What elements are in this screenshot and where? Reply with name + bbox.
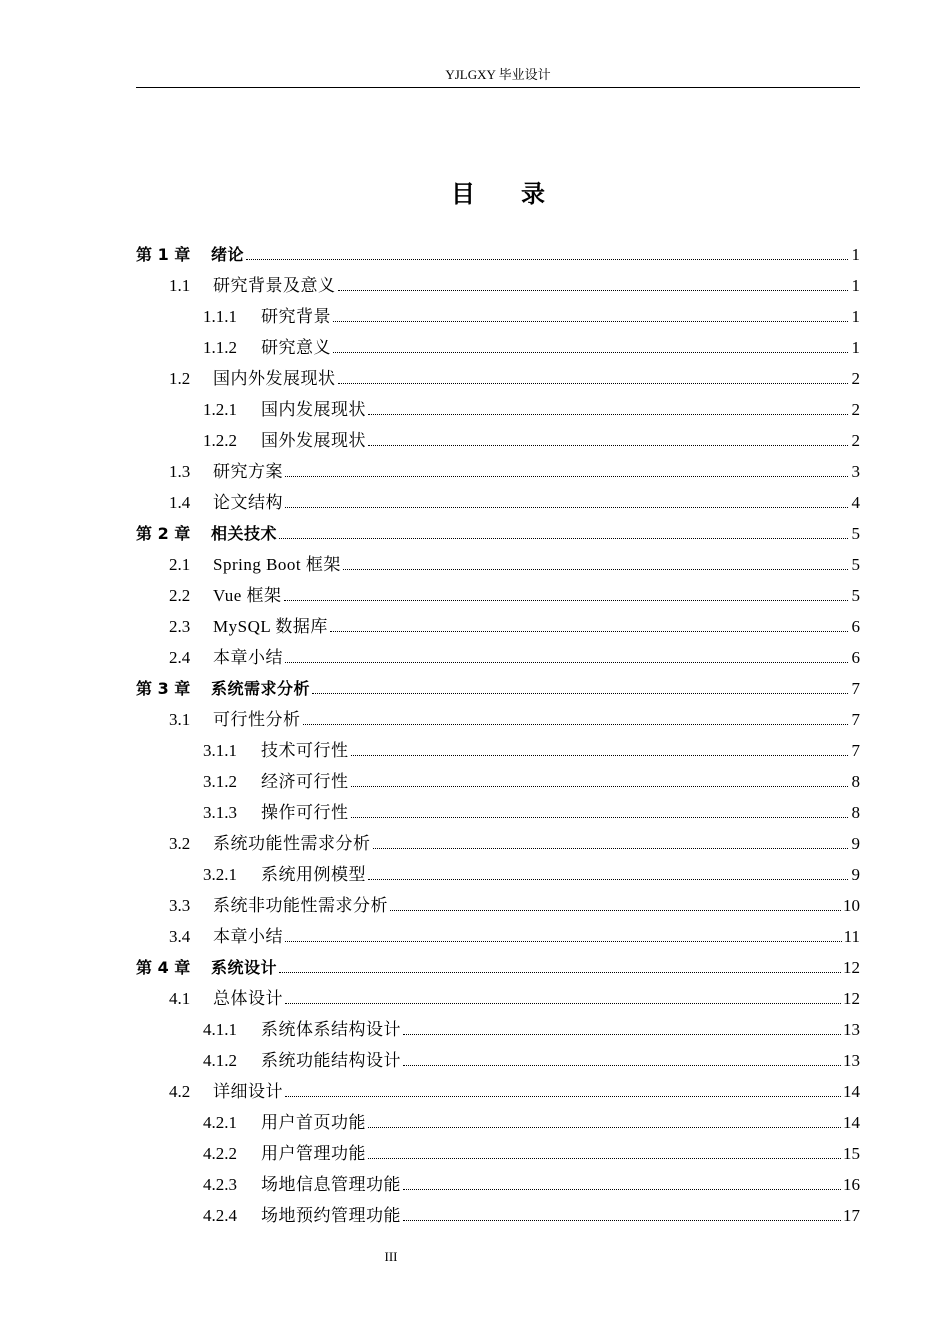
toc-entry-page: 6 — [851, 648, 860, 667]
toc-entry-title: 国内外发展现状 — [213, 369, 336, 388]
toc-dot-leader — [373, 848, 849, 849]
toc-entry-page: 7 — [851, 710, 860, 729]
toc-entry-level-2[interactable] — [136, 363, 860, 394]
toc-entry-level-2[interactable] — [136, 642, 860, 673]
toc-dot-leader — [312, 693, 848, 694]
toc-entry-number: 4.2.4 — [203, 1206, 237, 1225]
toc-entry-title: 研究背景 — [261, 307, 331, 326]
toc-entry-page: 5 — [851, 524, 860, 543]
toc-entry-title: Spring Boot 框架 — [213, 555, 341, 574]
toc-entry-level-3[interactable] — [136, 735, 860, 766]
toc-entry-page: 5 — [851, 555, 860, 574]
toc-entry-level-2[interactable] — [136, 270, 860, 301]
toc-entry-page: 5 — [851, 586, 860, 605]
toc-entry-page: 9 — [851, 865, 860, 884]
toc-entry-page: 2 — [851, 369, 860, 388]
toc-entry-number: 1.3 — [169, 462, 191, 481]
toc-heading-char-1: 目 — [451, 180, 475, 208]
toc-entry-page: 2 — [851, 400, 860, 419]
toc-entry-level-2[interactable] — [136, 1076, 860, 1107]
toc-entry-level-3[interactable] — [136, 394, 860, 425]
toc-entry-title: 论文结构 — [213, 493, 283, 512]
toc-dot-leader — [285, 662, 848, 663]
toc-entry-page: 9 — [851, 834, 860, 853]
toc-entry-title: 操作可行性 — [261, 803, 349, 822]
toc-dot-leader — [403, 1065, 841, 1066]
toc-entry-number: 4.2 — [169, 1082, 191, 1101]
toc-dot-leader — [284, 600, 848, 601]
toc-dot-leader — [403, 1034, 841, 1035]
toc-entry-number: 3.1.1 — [203, 741, 237, 760]
toc-entry-number: 第 4 章 — [136, 958, 191, 977]
toc-entry-level-3[interactable] — [136, 301, 860, 332]
toc-entry-title: 系统设计 — [211, 958, 278, 977]
toc-entry-level-2[interactable] — [136, 890, 860, 921]
toc-entry-number: 2.4 — [169, 648, 191, 667]
toc-entry-page: 1 — [851, 338, 860, 357]
toc-dot-leader — [338, 290, 849, 291]
toc-entry-level-2[interactable] — [136, 580, 860, 611]
toc-entry-level-2[interactable] — [136, 611, 860, 642]
toc-entry-page: 12 — [843, 958, 860, 977]
toc-entry-level-3[interactable] — [136, 1169, 860, 1200]
toc-entry-title: 可行性分析 — [213, 710, 301, 729]
toc-heading-char-2: 录 — [521, 180, 545, 208]
toc-entry-title: 研究方案 — [213, 462, 283, 481]
toc-entry-number: 第 1 章 — [136, 245, 191, 264]
toc-entry-level-3[interactable] — [136, 1107, 860, 1138]
toc-entry-level-1[interactable] — [136, 952, 860, 983]
toc-entry-number: 2.1 — [169, 555, 191, 574]
toc-entry-level-3[interactable] — [136, 425, 860, 456]
toc-entry-page: 1 — [851, 307, 860, 326]
toc-dot-leader — [351, 817, 849, 818]
toc-entry-number: 第 3 章 — [136, 679, 191, 698]
toc-entry-number: 1.2 — [169, 369, 191, 388]
toc-entry-page: 8 — [851, 772, 860, 791]
toc-dot-leader — [343, 569, 848, 570]
page-header: YJLGXY 毕业设计 — [445, 67, 551, 82]
toc-entry-number: 1.4 — [169, 493, 191, 512]
toc-entry-title: 绪论 — [211, 245, 245, 264]
toc-dot-leader — [285, 1096, 841, 1097]
toc-entry-number: 4.2.2 — [203, 1144, 237, 1163]
toc-entry-title: Vue 框架 — [213, 586, 282, 605]
toc-entry-level-3[interactable] — [136, 1200, 860, 1231]
toc-entry-level-1[interactable] — [136, 518, 860, 549]
toc-entry-page: 14 — [843, 1113, 860, 1132]
toc-entry-page: 4 — [851, 493, 860, 512]
toc-dot-leader — [333, 321, 848, 322]
toc-entry-title: 场地预约管理功能 — [261, 1206, 401, 1225]
toc-heading — [136, 178, 860, 210]
toc-dot-leader — [285, 507, 848, 508]
toc-dot-leader — [330, 631, 848, 632]
toc-dot-leader — [303, 724, 849, 725]
toc-entry-level-3[interactable] — [136, 1138, 860, 1169]
toc-entry-title: 相关技术 — [211, 524, 278, 543]
toc-entry-level-2[interactable] — [136, 549, 860, 580]
toc-dot-leader — [368, 879, 848, 880]
toc-entry-title: 场地信息管理功能 — [261, 1175, 401, 1194]
toc-dot-leader — [338, 383, 849, 384]
toc-entry-page: 8 — [851, 803, 860, 822]
toc-entry-title: 国内发展现状 — [261, 400, 366, 419]
toc-entry-title: 系统功能性需求分析 — [213, 834, 371, 853]
toc-entry-page: 1 — [851, 276, 860, 295]
toc-entry-number: 1.1.2 — [203, 338, 237, 357]
toc-dot-leader — [285, 476, 848, 477]
toc-dot-leader — [351, 786, 849, 787]
toc-dot-leader — [333, 352, 848, 353]
toc-entry-level-3[interactable] — [136, 797, 860, 828]
toc-entry-level-1[interactable] — [136, 239, 860, 270]
toc-entry-number: 1.2.1 — [203, 400, 237, 419]
toc-entry-level-2[interactable] — [136, 983, 860, 1014]
toc-entry-page: 1 — [851, 245, 860, 264]
toc-entry-number: 2.3 — [169, 617, 191, 636]
toc-dot-leader — [285, 941, 842, 942]
toc-dot-leader — [279, 538, 848, 539]
table-of-contents — [136, 239, 860, 1231]
toc-entry-title: MySQL 数据库 — [213, 617, 328, 636]
toc-entry-level-2[interactable] — [136, 828, 860, 859]
toc-entry-number: 4.1.1 — [203, 1020, 237, 1039]
toc-entry-number: 3.2.1 — [203, 865, 237, 884]
toc-entry-title: 用户首页功能 — [261, 1113, 366, 1132]
toc-entry-title: 系统需求分析 — [211, 679, 311, 698]
toc-entry-number: 3.1 — [169, 710, 191, 729]
toc-entry-title: 本章小结 — [213, 927, 283, 946]
toc-entry-title: 国外发展现状 — [261, 431, 366, 450]
toc-dot-leader — [279, 972, 841, 973]
toc-dot-leader — [285, 1003, 841, 1004]
toc-entry-level-2[interactable] — [136, 921, 860, 952]
page-number: III — [384, 1249, 398, 1264]
toc-entry-number: 3.2 — [169, 834, 191, 853]
toc-dot-leader — [368, 1158, 841, 1159]
toc-entry-page: 13 — [843, 1051, 860, 1070]
toc-entry-level-1[interactable] — [136, 673, 860, 704]
toc-entry-level-2[interactable] — [136, 487, 860, 518]
toc-entry-number: 3.1.3 — [203, 803, 237, 822]
toc-entry-level-2[interactable] — [136, 456, 860, 487]
toc-entry-page: 11 — [843, 927, 860, 946]
toc-entry-title: 经济可行性 — [261, 772, 349, 791]
toc-entry-page: 7 — [851, 741, 860, 760]
toc-entry-number: 4.2.3 — [203, 1175, 237, 1194]
toc-entry-number: 3.1.2 — [203, 772, 237, 791]
toc-entry-number: 1.1 — [169, 276, 191, 295]
toc-entry-number: 3.3 — [169, 896, 191, 915]
toc-entry-page: 17 — [843, 1206, 860, 1225]
toc-entry-page: 16 — [843, 1175, 860, 1194]
toc-entry-number: 2.2 — [169, 586, 191, 605]
toc-entry-level-3[interactable] — [136, 332, 860, 363]
toc-entry-number: 4.1.2 — [203, 1051, 237, 1070]
header-rule — [136, 87, 860, 88]
toc-entry-title: 研究背景及意义 — [213, 276, 336, 295]
toc-entry-page: 10 — [843, 896, 860, 915]
toc-entry-number: 4.2.1 — [203, 1113, 237, 1132]
toc-entry-page: 3 — [851, 462, 860, 481]
toc-entry-title: 详细设计 — [213, 1082, 283, 1101]
toc-entry-level-3[interactable] — [136, 766, 860, 797]
toc-entry-level-2[interactable] — [136, 704, 860, 735]
toc-dot-leader — [246, 259, 848, 260]
toc-entry-title: 系统功能结构设计 — [261, 1051, 401, 1070]
toc-entry-number: 第 2 章 — [136, 524, 191, 543]
toc-entry-title: 系统非功能性需求分析 — [213, 896, 388, 915]
toc-entry-title: 系统用例模型 — [261, 865, 366, 884]
toc-entry-title: 研究意义 — [261, 338, 331, 357]
toc-dot-leader — [403, 1220, 841, 1221]
toc-entry-page: 14 — [843, 1082, 860, 1101]
toc-dot-leader — [351, 755, 849, 756]
toc-entry-number: 1.1.1 — [203, 307, 237, 326]
toc-entry-level-3[interactable] — [136, 1045, 860, 1076]
toc-entry-title: 本章小结 — [213, 648, 283, 667]
toc-entry-page: 15 — [843, 1144, 860, 1163]
toc-dot-leader — [368, 414, 848, 415]
toc-entry-page: 6 — [851, 617, 860, 636]
toc-entry-title: 技术可行性 — [261, 741, 349, 760]
toc-dot-leader — [390, 910, 841, 911]
toc-entry-level-3[interactable] — [136, 859, 860, 890]
toc-entry-number: 3.4 — [169, 927, 191, 946]
toc-entry-title: 系统体系结构设计 — [261, 1020, 401, 1039]
toc-dot-leader — [368, 445, 848, 446]
toc-entry-page: 7 — [851, 679, 860, 698]
toc-entry-page: 13 — [843, 1020, 860, 1039]
toc-entry-title: 用户管理功能 — [261, 1144, 366, 1163]
toc-entry-title: 总体设计 — [213, 989, 283, 1008]
toc-dot-leader — [368, 1127, 841, 1128]
toc-entry-number: 4.1 — [169, 989, 191, 1008]
toc-entry-page: 12 — [843, 989, 860, 1008]
toc-entry-level-3[interactable] — [136, 1014, 860, 1045]
toc-dot-leader — [403, 1189, 841, 1190]
toc-entry-number: 1.2.2 — [203, 431, 237, 450]
toc-entry-page: 2 — [851, 431, 860, 450]
